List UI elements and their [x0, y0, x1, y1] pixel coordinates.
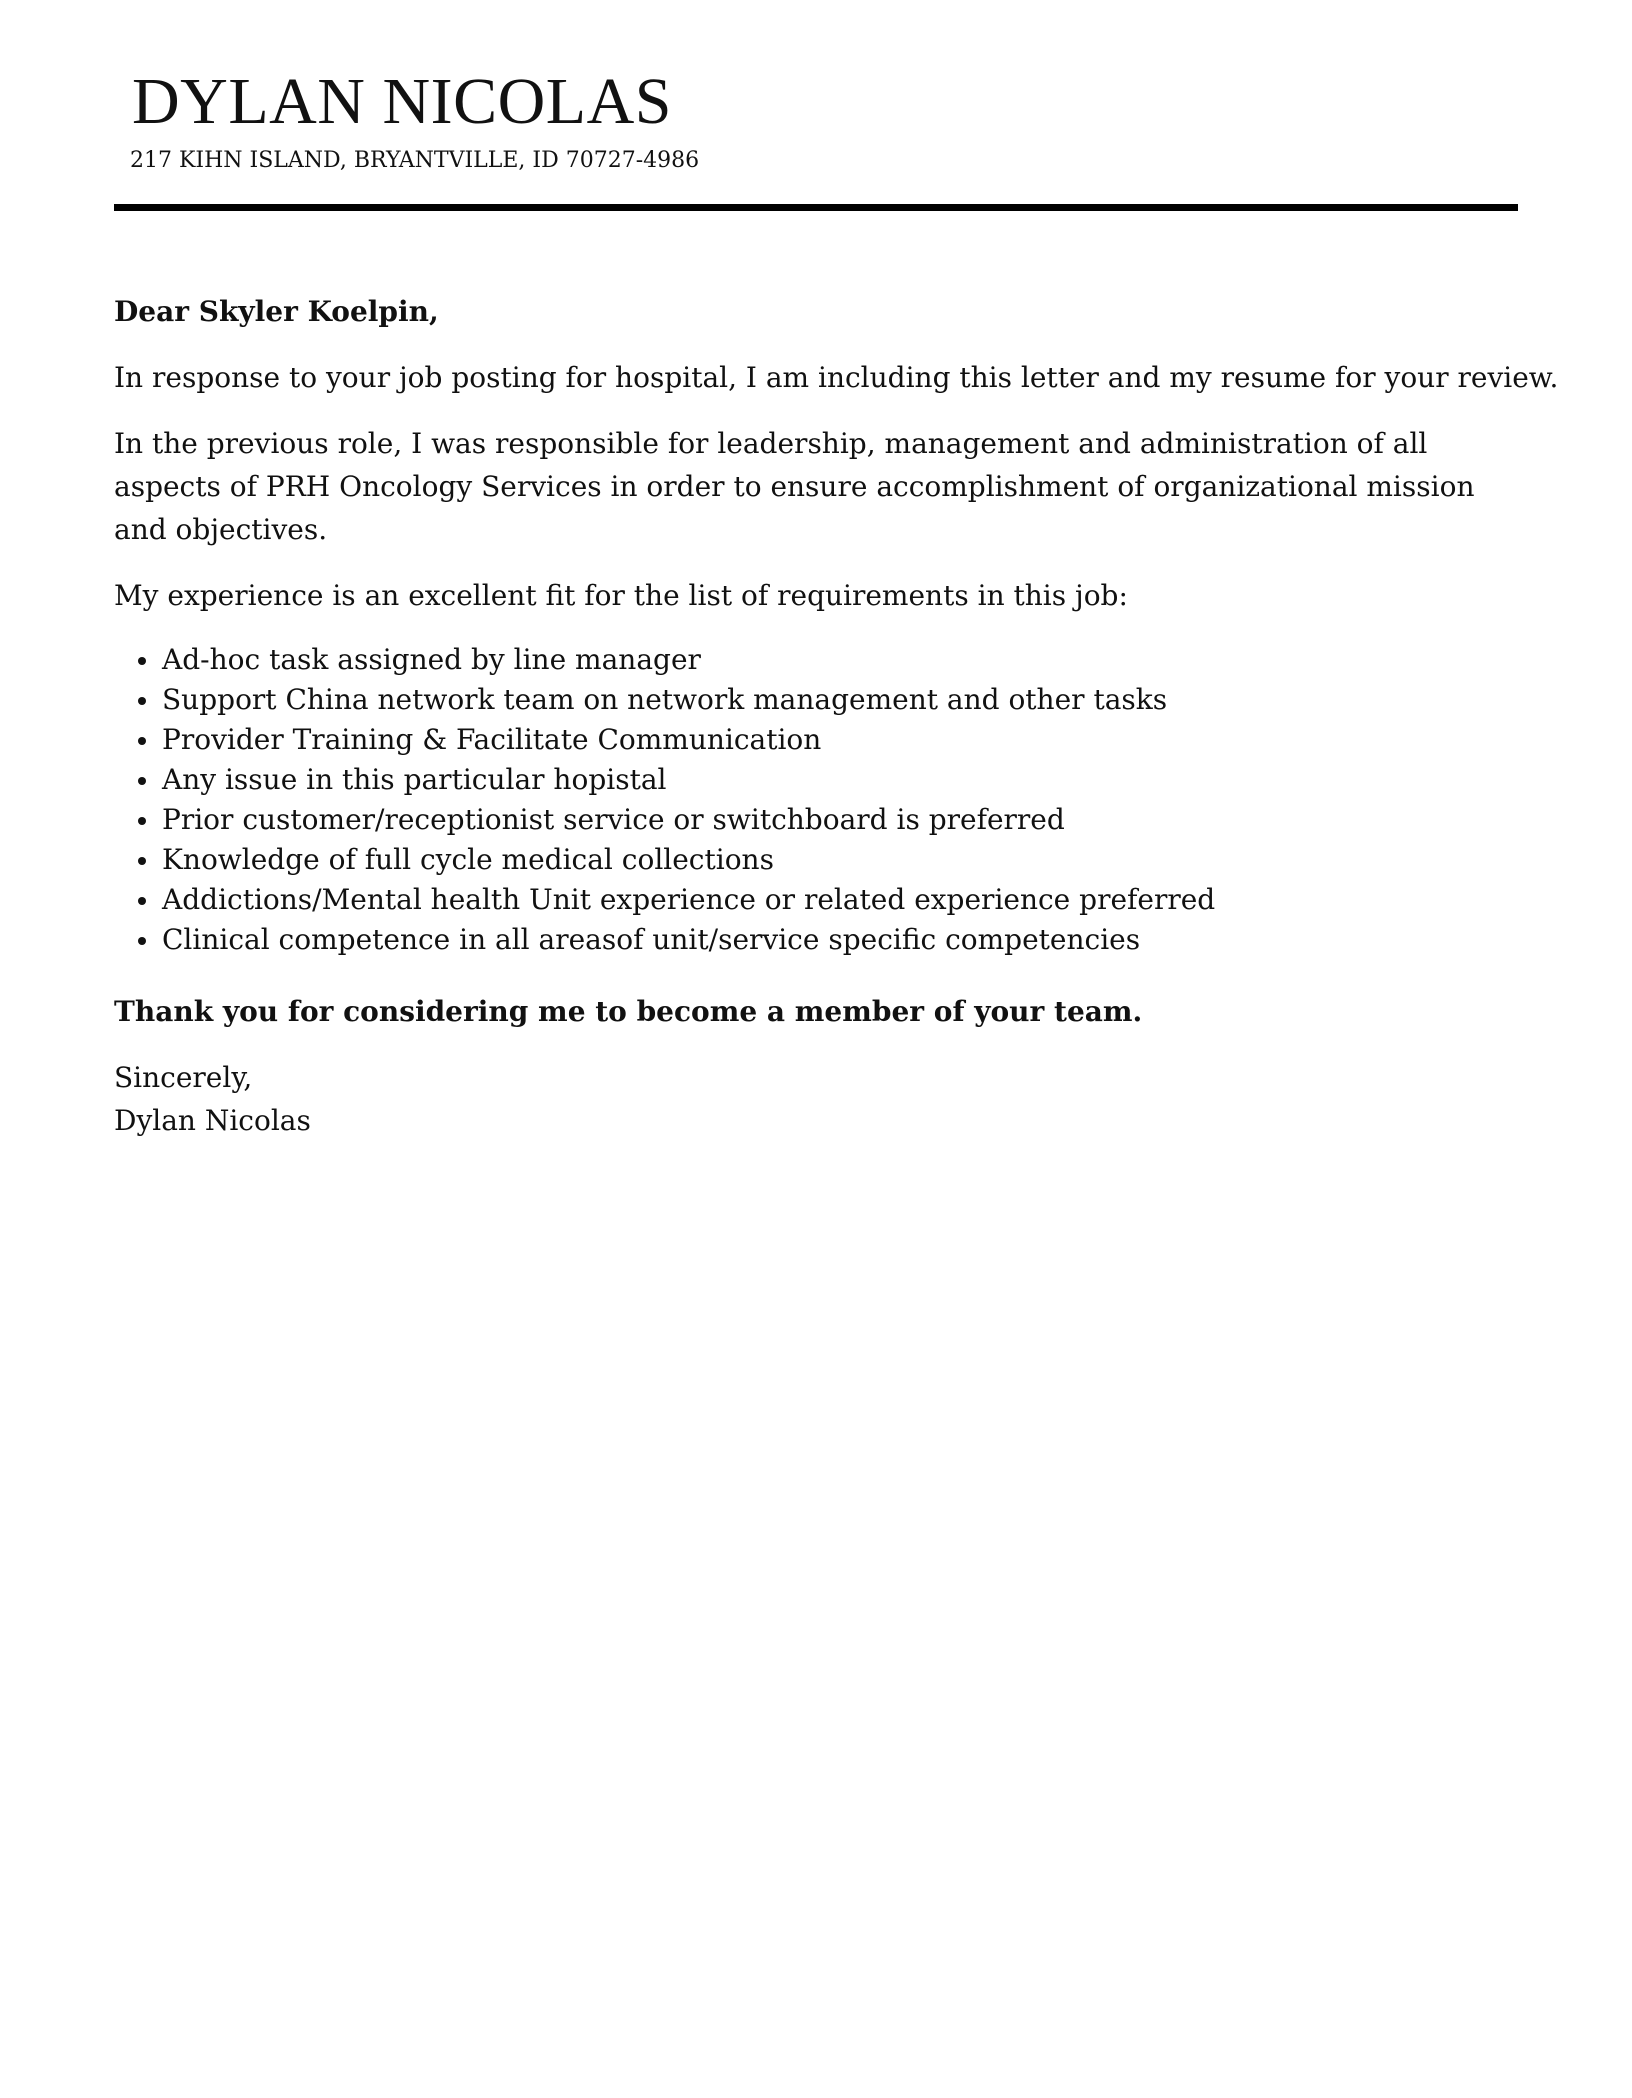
experience-paragraph: In the previous role, I was responsible for leadership, management and administration of all aspects of PRH Oncology Services in order to ensure accomplishment of organizational mission and objectives.: [114, 427, 1475, 546]
list-item: Support China network team on network management and other tasks: [162, 680, 1518, 720]
letter-body: [114, 290, 1559, 1142]
list-item: Provider Training & Facilitate Communication: [162, 720, 1518, 760]
list-item: Knowledge of full cycle medical collections: [162, 840, 1518, 880]
requirements-list: [114, 640, 1518, 960]
requirements-intro: My experience is an excellent fit for the list of requirements in this job:: [114, 579, 1128, 612]
list-item: Ad-hoc task assigned by line manager: [162, 640, 1518, 680]
list-item: Addictions/Mental health Unit experience or related experience preferred: [162, 880, 1518, 920]
sender-address: 217 KIHN ISLAND, BRYANTVILLE, ID 70727-4986: [130, 148, 700, 173]
greeting: Dear Skyler Koelpin,: [114, 295, 439, 328]
list-item: Clinical competence in all areasof unit/service specific competencies: [162, 920, 1518, 960]
header-divider: [114, 204, 1518, 211]
signoff: Sincerely,: [114, 1061, 253, 1094]
signature-name: Dylan Nicolas: [114, 1104, 311, 1137]
sender-name: DYLAN NICOLAS: [132, 65, 672, 138]
list-item: Any issue in this particular hopistal: [162, 760, 1518, 800]
list-item: Prior customer/receptionist service or switchboard is preferred: [162, 800, 1518, 840]
closing-statement: Thank you for considering me to become a member of your team.: [114, 995, 1143, 1028]
intro-paragraph: In response to your job posting for hospital, I am including this letter and my resume for your review.: [114, 361, 1559, 394]
